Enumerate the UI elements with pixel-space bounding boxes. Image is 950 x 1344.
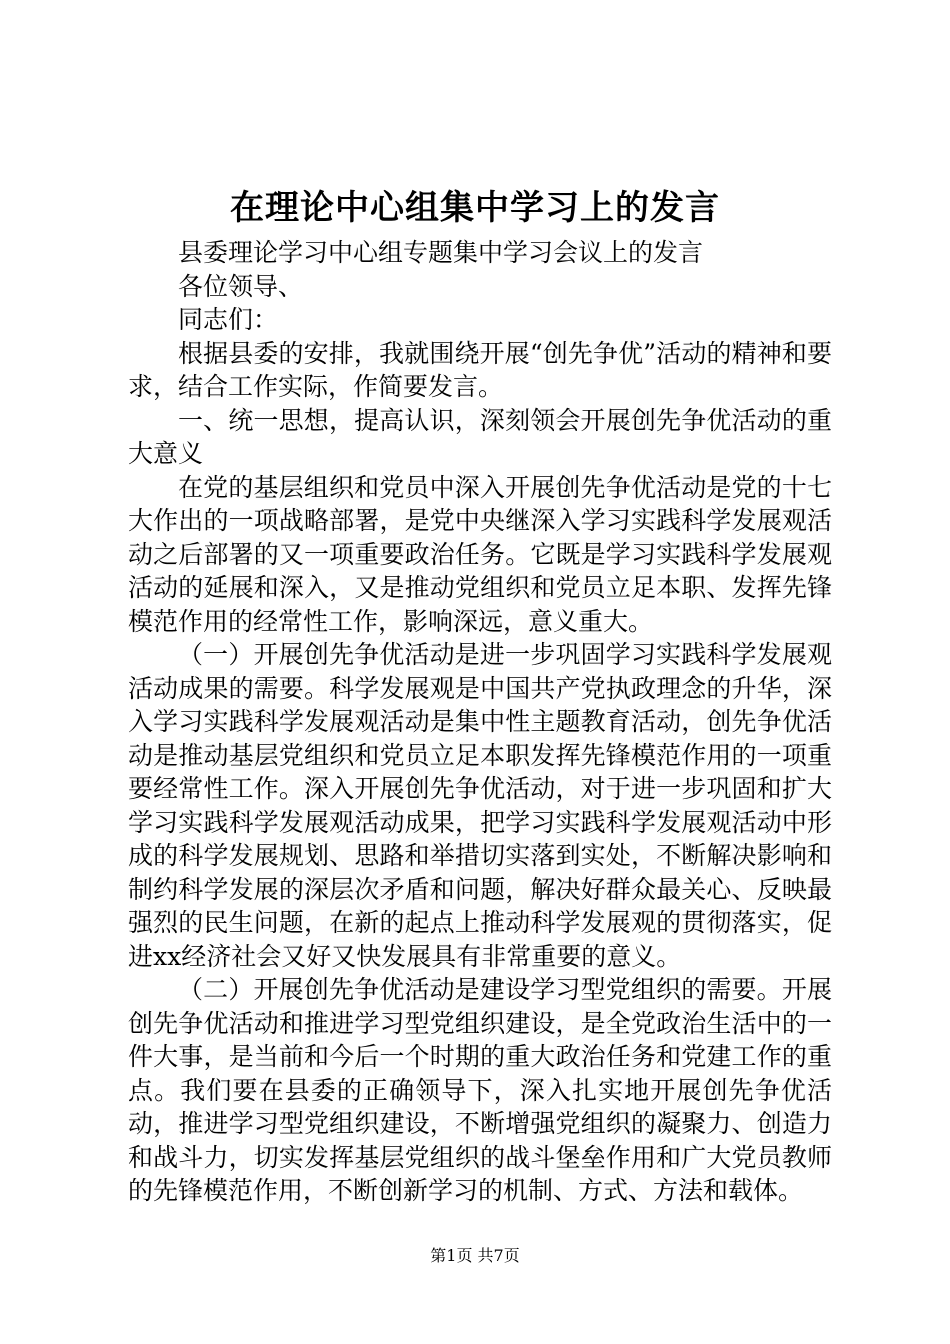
document-body xyxy=(128,236,832,1208)
paragraph-salutation-comrades: 同志们： xyxy=(178,305,279,334)
paragraph-intro: 根据县委的安排，我就围绕开展“创先争优”活动的精神和要求，结合工作实际，作简要发言。 xyxy=(128,338,832,401)
paragraph-point-1: （一）开展创先争优活动是进一步巩固学习实践科学发展观活动成果的需要。科学发展观是中国共产党执政理念的升华，深入学习实践科学发展观活动是集中性主题教育活动，创先争优活动是推动基层党组织和党员立足本职发挥先锋模范作用的一项重要经常性工作。深入开展创先争优活动，对于进一步巩固和扩大学习实践科学发展观活动成果，把学习实践科学发展观活动中形成的科学发展规划、思路和举措切实落到实处，不断解决影响和制约科学发展的深层次矛盾和问题，解决好群众最关心、反映最强烈的民生问题，在新的起点上推动科学发展观的贯彻落实，促进xx经济社会又好又快发展具有非常重要的意义。 xyxy=(128,640,832,971)
paragraph-point-2: （二）开展创先争优活动是建设学习型党组织的需要。开展创先争优活动和推进学习型党组织建设，是全党政治生活中的一件大事，是当前和今后一个时期的重大政治任务和党建工作的重点。我们要在县委的正确领导下，深入扎实地开展创先争优活动，推进学习型党组织建设，不断增强党组织的凝聚力、创造力和战斗力，切实发挥基层党组织的战斗堡垒作用和广大党员教师的先锋模范作用，不断创新学习的机制、方式、方法和载体。 xyxy=(128,975,832,1205)
paragraph-salutation-leaders: 各位领导、 xyxy=(178,271,304,301)
page-number-footer: 第1页 共7页 xyxy=(430,1246,520,1265)
paragraph-body-1: 在党的基层组织和党员中深入开展创先争优活动是党的十七大作出的一项战略部署，是党中央继深入学习实践科学发展观活动之后部署的又一项重要政治任务。它既是学习实践科学发展观活动的延展和深入，又是推动党组织和党员立足本职、发挥先锋模范作用的经常性工作，影响深远，意义重大。 xyxy=(128,472,832,636)
document-title: 在理论中心组集中学习上的发言 xyxy=(230,188,720,228)
paragraph-subtitle: 县委理论学习中心组专题集中学习会议上的发言 xyxy=(178,238,704,267)
paragraph-section-heading-1: 一、统一思想，提高认识，深刻领会开展创先争优活动的重大意义 xyxy=(128,405,832,468)
